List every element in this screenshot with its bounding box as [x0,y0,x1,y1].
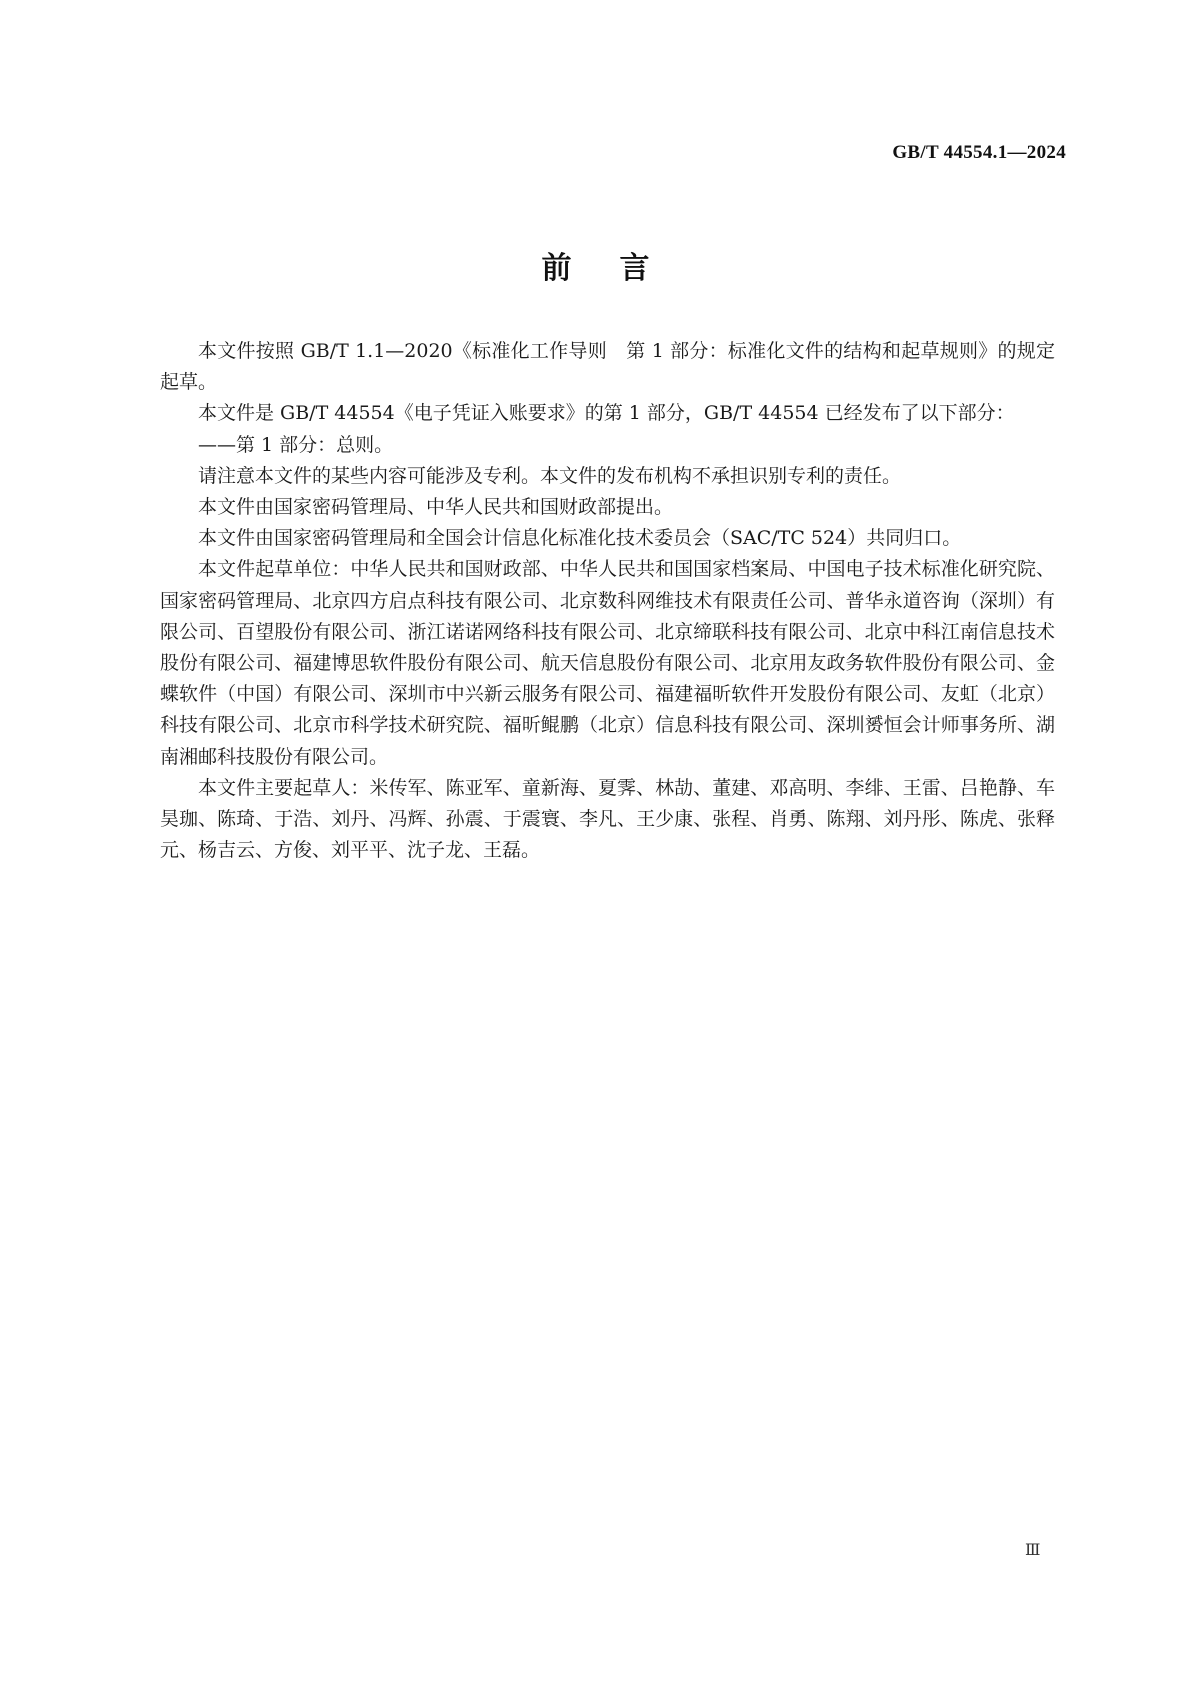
standard-number: GB/T 44554.1—2024 [892,142,1066,163]
foreword-body [160,336,1055,866]
paragraph-main-drafters: 本文件主要起草人：米传军、陈亚军、童新海、夏霁、林劼、董建、邓高明、李绯、王雷、吕艳静、车昊珈、陈琦、于浩、刘丹、冯辉、孙震、于震寰、李凡、王少康、张程、肖勇、陈翔、刘丹彤、陈虎、张释元、杨吉云、方俊、刘平平、沈子龙、王磊。 [160,776,1055,862]
paragraph-centralized-by: 本文件由国家密码管理局和全国会计信息化标准化技术委员会（SAC/TC 524）共同归口。 [198,527,962,550]
paragraph-drafting-organizations: 本文件起草单位：中华人民共和国财政部、中华人民共和国国家档案局、中国电子技术标准化研究院、国家密码管理局、北京四方启点科技有限公司、北京数科网维技术有限责任公司、普华永道咨询（深圳）有限公司、百望股份有限公司、浙江诺诺网络科技有限公司、北京缔联科技有限公司、北京中科江南信息技术股份有限公司、福建博思软件股份有限公司、航天信息股份有限公司、北京用友政务软件股份有限公司、金蝶软件（中国）有限公司、深圳市中兴新云服务有限公司、福建福昕软件开发股份有限公司、友虹（北京）科技有限公司、北京市科学技术研究院、福昕鲲鹏（北京）信息科技有限公司、深圳赟恒会计师事务所、湖南湘邮科技股份有限公司。 [160,558,1055,768]
paragraph-patent-notice: 请注意本文件的某些内容可能涉及专利。本文件的发布机构不承担识别专利的责任。 [198,464,902,487]
paragraph-proposed-by: 本文件由国家密码管理局、中华人民共和国财政部提出。 [198,496,674,519]
page-title: 前言 [541,251,698,286]
page-number: Ⅲ [1025,1542,1041,1559]
paragraph-drafting-rules: 本文件按照 GB/T 1.1—2020《标准化工作导则 第 1 部分：标准化文件的结构和起草规则》的规定起草。 [160,340,1055,394]
list-item-part-1: ——第 1 部分：总则。 [198,433,394,456]
paragraph-series-parts: 本文件是 GB/T 44554《电子凭证入账要求》的第 1 部分，GB/T 44554 已经发布了以下部分： [198,402,1015,425]
